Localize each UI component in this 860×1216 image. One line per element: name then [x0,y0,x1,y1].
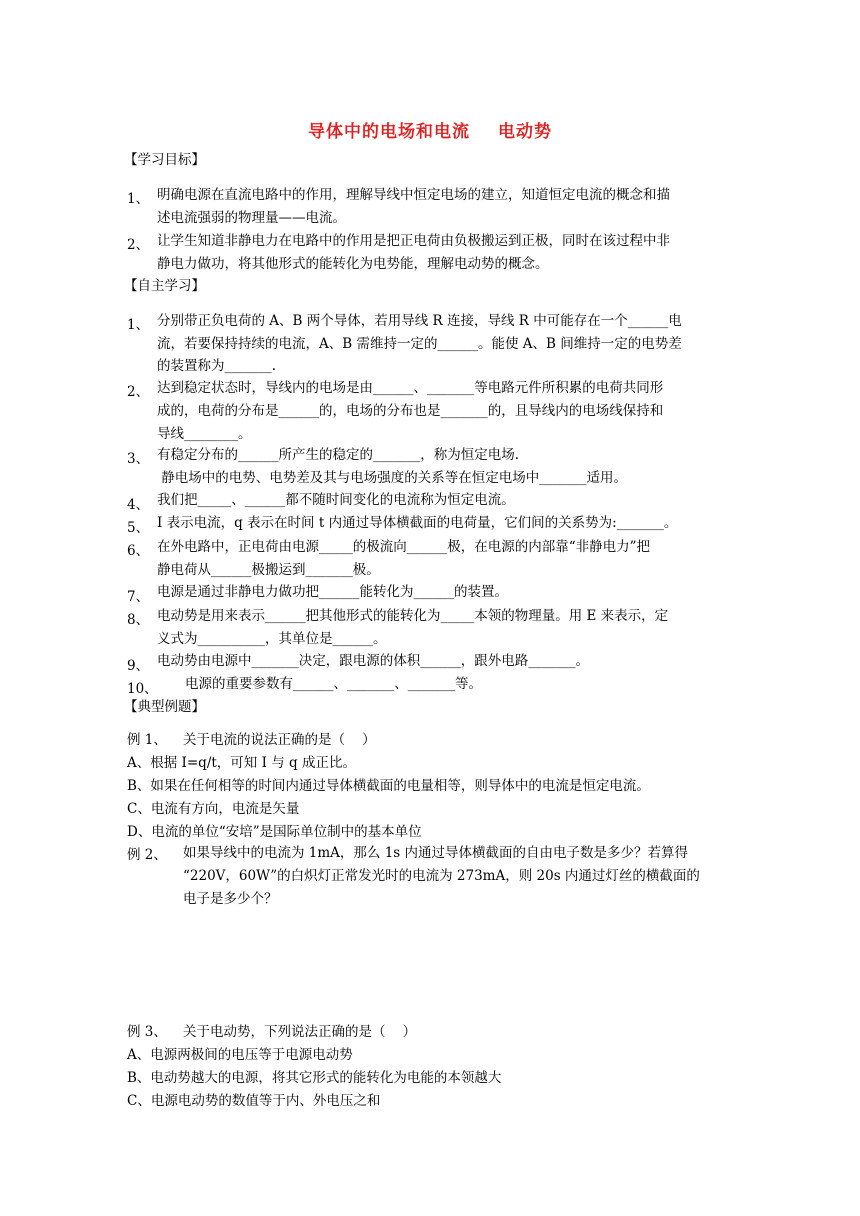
example-2-number: 例 2、 [127,847,167,863]
example-3-option: C、电源电动势的数值等于内、外电压之和 [127,1093,381,1109]
item-line: 在外电路中，正电荷由电源_____的极流向______极，在电源的内部靠“非静电力”把 [157,539,651,555]
item-number: 9、 [127,658,150,674]
example-2-line: 电子是多少个？ [183,891,278,907]
example-1-option: C、电流有方向，电流是矢量 [127,801,300,817]
item-number: 5、 [127,520,150,536]
section-heading-self-study: 【自主学习】 [124,278,205,294]
page-title [0,117,860,142]
item-line: 静电荷从______极搬运到_______极。 [157,562,380,578]
section-heading-goals: 【学习目标】 [124,152,205,168]
item-line: 电动势是用来表示______把其他形式的能转化为_____本领的物理量。用 E 来表示，定 [157,608,669,624]
self-study-item [157,605,727,651]
item-line: 有稳定分布的______所产生的稳定的_______，称为恒定电场. [157,447,520,463]
item-number: 7、 [127,589,150,605]
item-line: 成的，电荷的分布是______的，电场的分布也是_______的，且导线内的电场线保持和 [157,403,664,419]
example-2-question [183,842,731,911]
goal-line: 让学生知道非静电力在电路中的作用是把正电荷由负极搬运到正极，同时在该过程中非 [157,233,670,249]
title-part-1: 导体中的电场和电流 [308,122,470,142]
self-study-item [157,377,727,446]
item-line: 分别带正负电荷的 A、B 两个导体，若用导线 R 连接，导线 R 中可能存在一个______电 [157,313,682,329]
example-3-number: 例 3、 [127,1024,167,1040]
goal-line: 明确电源在直流电路中的作用，理解导线中恒定电场的建立，知道恒定电流的概念和描 [157,187,670,203]
example-3-question: 关于电动势，下列说法正确的是（ ） [183,1024,417,1040]
item-number: 2、 [127,384,150,400]
example-1-option: A、根据 I=q/t，可知 I 与 q 成正比。 [127,755,356,771]
title-part-2: 电动势 [498,122,552,142]
self-study-item [157,310,727,356]
item-line: 静电场中的电势、电势差及其与电场强度的关系等在恒定电场中_______适用。 [157,470,628,486]
goal-line: 静电力做功，将其他形式的能转化为电势能，理解电动势的概念。 [157,256,549,272]
goal-item [157,230,715,276]
example-3-option: A、电源两极间的电压等于电源电动势 [127,1047,353,1063]
item-number: 6、 [127,543,150,559]
item-line: 的装置称为_______. [157,358,277,374]
example-1-number: 例 1、 [127,732,167,748]
example-3-option: B、电动势越大的电源，将其它形式的能转化为电能的本领越大 [127,1070,502,1086]
item-line: 电源的重要参数有______、_______、_______等。 [185,676,482,692]
item-line: I 表示电流，q 表示在时间 t 内通过导体横截面的电荷量，它们间的关系势为:_______。 [157,515,678,531]
example-2-line: 如果导线中的电流为 1mA，那么 1s 内通过导体横截面的自由电子数是多少？若算得 [183,845,689,861]
item-number: 8、 [127,612,150,628]
example-1-option: D、电流的单位“安培”是国际单位制中的基本单位 [127,824,422,840]
item-number: 4、 [127,497,150,513]
section-heading-examples: 【典型例题】 [124,699,205,715]
item-line: 流，若要保持持续的电流，A、B 需维持一定的______。能使 A、B 间维持一定的电势差 [157,336,682,352]
goal-number: 2、 [127,237,150,253]
example-2-line: “220V，60W”的白炽灯正常发光时的电流为 273mA，则 20s 内通过灯丝的横截面的 [183,868,700,884]
item-line: 我们把_____、______都不随时间变化的电流称为恒定电流。 [157,492,515,508]
item-line: 电源是通过非静电力做功把______能转化为______的装置。 [157,584,508,600]
item-line: 义式为__________，其单位是______。 [157,631,387,647]
item-line: 导线________。 [157,426,252,442]
item-number: 1、 [127,317,150,333]
example-1-option: B、如果在任何相等的时间内通过导体横截面的电量相等，则导体中的电流是恒定电流。 [127,778,650,794]
goal-item [157,184,715,230]
self-study-item [157,536,727,582]
item-line: 达到稳定状态时，导线内的电场是由______、_______等电路元件所积累的电荷共同形 [157,380,664,396]
self-study-item [157,444,727,490]
goal-line: 述电流强弱的物理量——电流。 [157,210,346,226]
item-number: 10、 [127,681,158,697]
example-1-question: 关于电流的说法正确的是（ ） [183,732,376,748]
item-line: 电动势由电源中_______决定，跟电源的体积______，跟外电路_______。 [157,653,589,669]
goal-number: 1、 [127,191,150,207]
item-number: 3、 [127,451,150,467]
